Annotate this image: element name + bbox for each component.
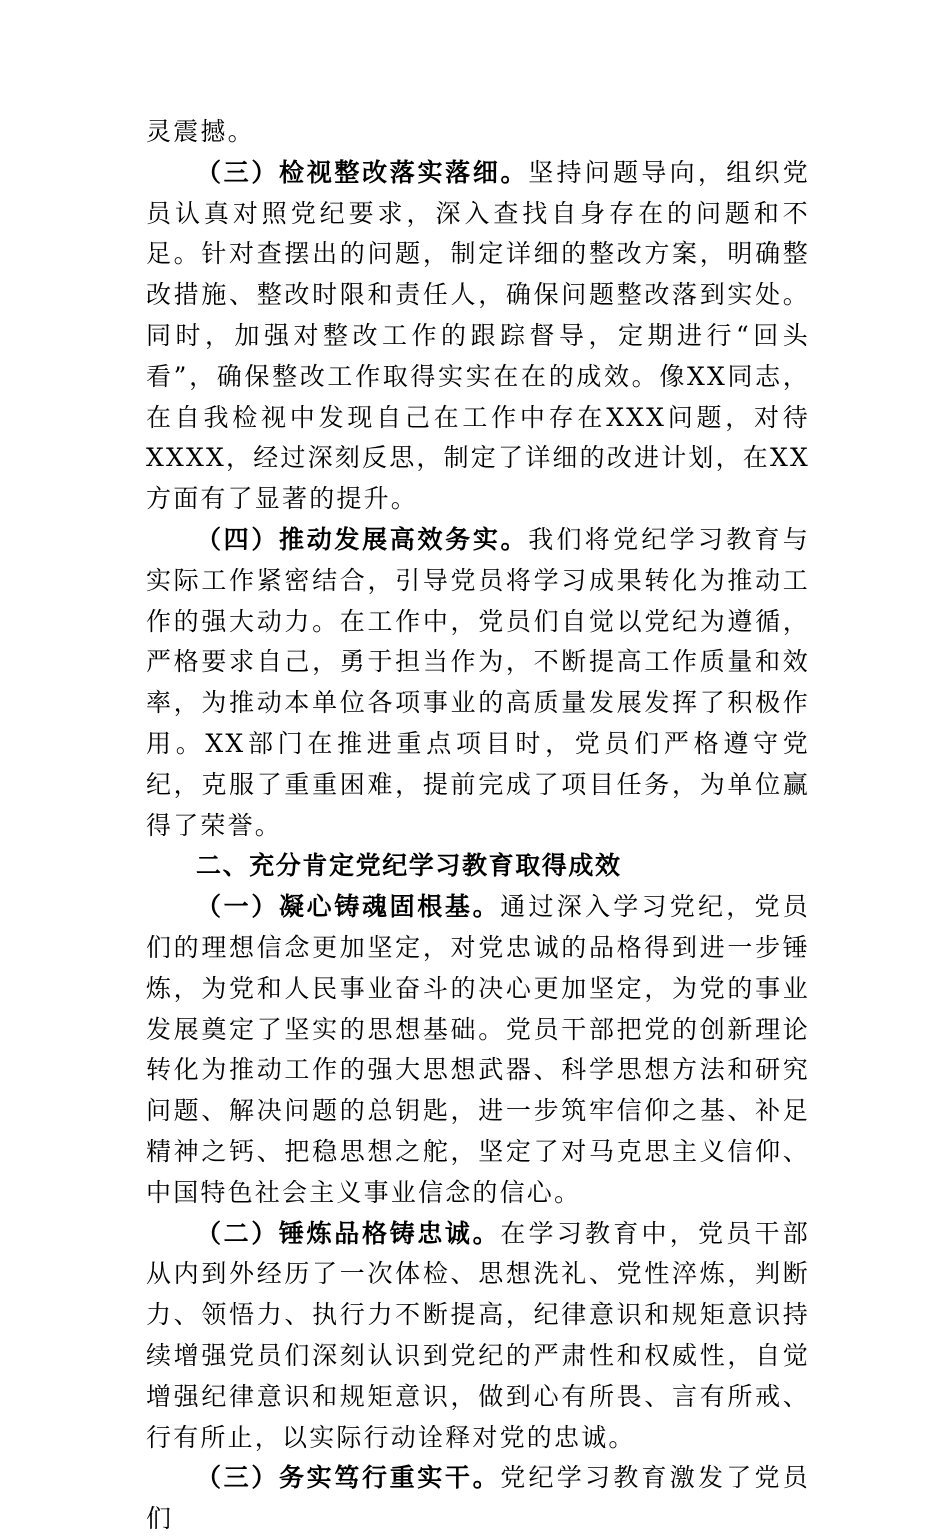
paragraph-lead: （一）凝心铸魂固根基。: [196, 892, 501, 922]
paragraph-text: 坚持问题导向，组织党员认真对照党纪要求，深入查找自身存在的问题和不足。针对查摆出的问题，制定详细的整改方案，明确整改措施、整改时限和责任人，确保问题整改落到实处。同时，加强对整改工作的跟踪督导，定期进行“回头看”，确保整改工作取得实实在在的成效。像XX同志，在自我检视中发现自己在工作中存在XXX问题，对待XXXX，经过深刻反思，制定了详细的改进计划，在XX方面有了显著的提升。: [146, 157, 810, 514]
paragraph-text: 党纪学习教育激发了党员们: [146, 1463, 811, 1534]
paragraph-text: 我们将党纪学习教育与实际工作紧密结合，引导党员将学习成果转化为推动工作的强大动力。在工作中，党员们自觉以党纪为遵循，严格要求自己，勇于担当作为，不断提高工作质量和效率，为推动本单位各项事业的高质量发展发挥了积极作用。XX部门在推进重点项目时，党员们严格遵守党纪，克服了重重困难，提前完成了项目任务，为单位赢得了荣誉。: [146, 524, 810, 840]
paragraph-practical-action: [146, 1458, 810, 1540]
paragraph-text: 灵震撼。: [146, 117, 255, 146]
paragraph-promote-development: [146, 520, 810, 846]
paragraph-unite-hearts: [146, 887, 810, 1213]
paragraph-lead: （三）检视整改落实落细。: [196, 157, 529, 187]
section-heading: 二、充分肯定党纪学习教育取得成效: [196, 851, 622, 881]
paragraph-text: 通过深入学习党纪，党员们的理想信念更加坚定，对党忠诚的品格得到进一步锤炼，为党和人民事业奋斗的决心更加坚定，为党的事业发展奠定了坚实的思想基础。党员干部把党的创新理论转化为推动工作的强大思想武器、科学思想方法和研究问题、解决问题的总钥匙，进一步筑牢信仰之基、补足精神之钙、把稳思想之舵，坚定了对马克思主义信仰、中国特色社会主义事业信念的信心。: [146, 892, 811, 1207]
paragraph-lead: （三）务实笃行重实干。: [196, 1463, 501, 1493]
paragraph-forge-loyalty: [146, 1214, 810, 1459]
paragraph-continuation: [146, 112, 810, 153]
paragraph-review-rectification: [146, 153, 810, 520]
paragraph-lead: （四）推动发展高效务实。: [196, 524, 529, 554]
paragraph-text: 在学习教育中，党员干部从内到外经历了一次体检、思想洗礼、党性淬炼，判断力、领悟力、执行力不断提高，纪律意识和规矩意识持续增强党员们深刻认识到党纪的严肃性和权威性，自觉增强纪律意识和规矩意识，做到心有所畏、言有所戒、行有所止，以实际行动诠释对党的忠诚。: [146, 1218, 811, 1452]
paragraph-lead: （二）锤炼品格铸忠诚。: [196, 1218, 501, 1248]
document-page: [146, 112, 810, 1540]
